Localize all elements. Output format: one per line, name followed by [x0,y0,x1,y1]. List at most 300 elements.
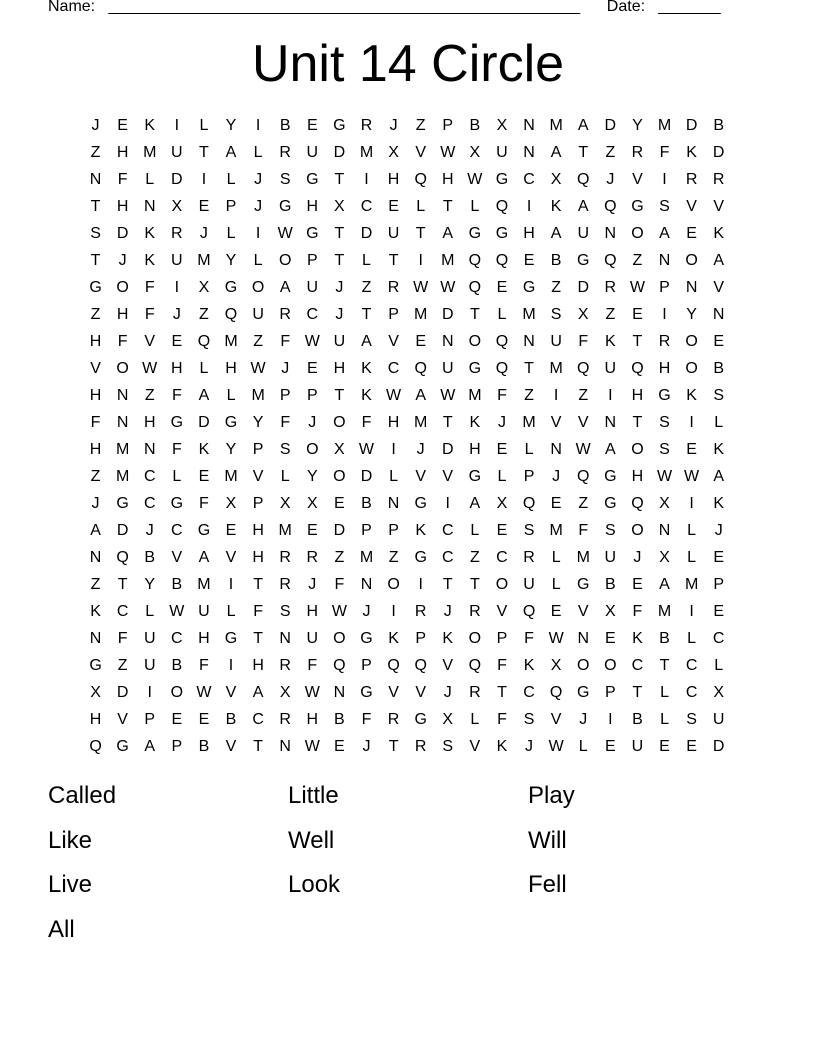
grid-letter[interactable]: V [388,333,399,350]
grid-letter[interactable]: T [253,738,263,755]
grid-letter[interactable]: M [414,306,428,323]
grid-letter[interactable]: B [171,576,183,593]
grid-letter[interactable]: G [197,522,211,539]
grid-letter[interactable]: F [280,333,291,350]
grid-letter[interactable]: Z [90,306,101,323]
grid-letter[interactable]: K [144,117,156,134]
grid-letter[interactable]: O [468,333,482,350]
grid-letter[interactable]: V [686,198,697,215]
grid-letter[interactable]: A [713,468,725,485]
grid-letter[interactable]: Q [495,360,509,377]
grid-letter[interactable]: G [360,630,373,647]
grid-letter[interactable]: F [90,414,101,431]
grid-letter[interactable]: U [387,225,400,242]
grid-letter[interactable]: X [306,495,318,512]
grid-letter[interactable]: I [174,117,180,134]
grid-letter[interactable]: S [523,522,535,539]
grid-letter[interactable]: Y [632,117,643,134]
grid-letter[interactable]: K [713,225,725,242]
grid-letter[interactable]: N [89,171,102,188]
grid-letter[interactable]: F [199,495,209,512]
grid-letter[interactable]: F [497,387,507,404]
grid-letter[interactable]: N [523,117,535,134]
grid-letter[interactable]: M [468,387,482,404]
grid-letter[interactable]: I [553,387,559,404]
grid-letter[interactable]: P [388,522,399,539]
grid-letter[interactable]: J [308,576,317,593]
grid-letter[interactable]: Q [414,171,427,188]
grid-letter[interactable]: B [604,576,616,593]
grid-letter[interactable]: K [361,387,372,404]
grid-letter[interactable]: I [147,684,152,701]
grid-letter[interactable]: H [631,387,644,404]
grid-letter[interactable]: L [226,387,236,404]
grid-letter[interactable]: R [279,144,291,161]
grid-letter[interactable]: V [713,198,725,215]
grid-letter[interactable]: T [442,198,453,215]
grid-letter[interactable]: A [713,252,725,269]
grid-letter[interactable]: G [278,198,292,215]
grid-letter[interactable]: V [171,549,183,566]
grid-letter[interactable]: G [170,495,184,512]
grid-letter[interactable]: L [470,711,480,728]
grid-letter[interactable]: E [713,333,725,350]
grid-letter[interactable]: F [334,576,345,593]
grid-letter[interactable]: Q [522,495,536,512]
grid-letter[interactable]: O [468,630,482,647]
date-blank[interactable]: _______ [658,0,721,15]
grid-letter[interactable]: W [196,684,212,701]
grid-letter[interactable]: I [689,603,694,620]
grid-letter[interactable]: N [333,684,346,701]
grid-letter[interactable]: J [497,414,506,431]
grid-letter[interactable]: T [524,360,534,377]
grid-letter[interactable]: H [306,711,319,728]
grid-letter[interactable]: V [713,279,725,296]
grid-letter[interactable]: O [495,576,509,593]
grid-letter[interactable]: H [143,414,156,431]
grid-letter[interactable]: G [116,738,129,755]
grid-letter[interactable]: A [659,225,670,242]
grid-letter[interactable]: D [577,279,590,296]
grid-letter[interactable]: N [279,738,291,755]
grid-letter[interactable]: F [117,630,128,647]
grid-letter[interactable]: D [604,117,617,134]
grid-letter[interactable]: C [143,468,156,485]
grid-letter[interactable]: V [577,603,589,620]
grid-letter[interactable]: D [333,144,346,161]
grid-letter[interactable]: E [686,738,697,755]
grid-letter[interactable]: I [662,171,667,188]
grid-letter[interactable]: T [253,576,263,593]
grid-letter[interactable]: E [198,198,210,215]
grid-letter[interactable]: U [604,549,617,566]
grid-letter[interactable]: S [550,306,562,323]
grid-letter[interactable]: R [360,117,373,134]
grid-letter[interactable]: N [116,414,129,431]
grid-letter[interactable]: Z [415,117,426,134]
grid-letter[interactable]: E [550,603,562,620]
grid-letter[interactable]: T [334,171,345,188]
grid-letter[interactable]: S [279,603,291,620]
grid-letter[interactable]: X [659,495,670,512]
grid-letter[interactable]: K [713,441,725,458]
grid-letter[interactable]: C [685,657,698,674]
grid-letter[interactable]: D [360,468,373,485]
grid-letter[interactable]: S [659,414,670,431]
grid-letter[interactable]: O [333,414,346,431]
grid-letter[interactable]: H [333,360,346,377]
grid-letter[interactable]: O [631,522,644,539]
grid-letter[interactable]: W [684,468,700,485]
grid-letter[interactable]: T [632,333,643,350]
grid-letter[interactable]: J [606,171,615,188]
grid-letter[interactable]: W [440,279,456,296]
grid-letter[interactable]: G [577,252,590,269]
grid-letter[interactable]: W [548,630,564,647]
grid-letter[interactable]: S [90,225,101,242]
grid-letter[interactable]: M [251,387,265,404]
grid-letter[interactable]: K [550,198,562,215]
grid-letter[interactable]: F [117,333,128,350]
grid-letter[interactable]: N [550,441,562,458]
grid-letter[interactable]: L [714,657,724,674]
grid-letter[interactable]: J [172,306,181,323]
grid-letter[interactable]: B [144,549,156,566]
grid-letter[interactable]: H [171,360,183,377]
grid-letter[interactable]: F [632,603,643,620]
grid-letter[interactable]: M [522,414,536,431]
grid-letter[interactable]: G [414,711,427,728]
grid-letter[interactable]: B [171,657,183,674]
grid-letter[interactable]: X [577,306,589,323]
grid-letter[interactable]: L [226,225,236,242]
grid-letter[interactable]: S [713,387,725,404]
grid-letter[interactable]: L [226,171,236,188]
grid-letter[interactable]: G [495,225,509,242]
grid-letter[interactable]: G [468,360,482,377]
grid-letter[interactable]: H [252,522,264,539]
grid-letter[interactable]: E [198,711,210,728]
grid-letter[interactable]: T [199,144,209,161]
grid-letter[interactable]: W [304,684,320,701]
grid-letter[interactable]: F [144,306,155,323]
grid-letter[interactable]: G [577,576,590,593]
grid-letter[interactable]: W [358,441,375,458]
grid-letter[interactable]: W [169,603,185,620]
grid-letter[interactable]: Z [90,468,101,485]
grid-letter[interactable]: A [577,117,589,134]
grid-letter[interactable]: M [657,117,672,134]
grid-letter[interactable]: I [526,198,532,215]
grid-letter[interactable]: B [334,711,345,728]
grid-letter[interactable]: W [656,468,673,485]
grid-letter[interactable]: O [631,441,644,458]
grid-letter[interactable]: O [278,252,292,269]
grid-letter[interactable]: G [577,684,590,701]
grid-letter[interactable]: I [689,414,694,431]
grid-letter[interactable]: P [361,657,372,674]
grid-letter[interactable]: M [522,306,536,323]
grid-letter[interactable]: P [361,522,372,539]
grid-letter[interactable]: G [224,279,238,296]
grid-letter[interactable]: F [497,657,507,674]
grid-letter[interactable]: D [712,738,725,755]
grid-letter[interactable]: Z [605,144,616,161]
grid-letter[interactable]: J [389,117,398,134]
grid-letter[interactable]: Q [468,252,482,269]
grid-letter[interactable]: R [279,657,291,674]
grid-letter[interactable]: K [496,738,508,755]
grid-letter[interactable]: W [304,738,320,755]
grid-letter[interactable]: E [686,225,697,242]
grid-letter[interactable]: E [334,738,345,755]
grid-letter[interactable]: V [550,711,562,728]
grid-letter[interactable]: R [469,684,481,701]
grid-letter[interactable]: R [387,711,400,728]
grid-letter[interactable]: Q [495,333,509,350]
grid-letter[interactable]: K [144,252,156,269]
grid-letter[interactable]: E [523,252,535,269]
grid-letter[interactable]: I [391,603,396,620]
grid-letter[interactable]: Y [252,414,264,431]
grid-letter[interactable]: A [279,279,291,296]
grid-letter[interactable]: I [662,306,667,323]
grid-letter[interactable]: B [550,252,562,269]
grid-letter[interactable]: K [415,522,426,539]
grid-letter[interactable]: T [388,738,399,755]
grid-letter[interactable]: H [252,657,264,674]
grid-letter[interactable]: E [550,495,562,512]
grid-letter[interactable]: O [251,279,265,296]
grid-letter[interactable]: T [415,225,426,242]
grid-letter[interactable]: V [442,657,454,674]
grid-letter[interactable]: K [604,333,616,350]
grid-letter[interactable]: U [306,630,319,647]
grid-letter[interactable]: J [145,522,154,539]
grid-letter[interactable]: X [659,549,670,566]
grid-letter[interactable]: P [713,576,725,593]
grid-letter[interactable]: B [713,360,725,377]
grid-letter[interactable]: Q [414,360,427,377]
grid-letter[interactable]: Q [197,333,211,350]
grid-letter[interactable]: J [254,198,263,215]
grid-letter[interactable]: Q [89,738,102,755]
grid-letter[interactable]: Z [469,549,480,566]
grid-letter[interactable]: O [333,468,346,485]
grid-letter[interactable]: F [199,657,209,674]
grid-letter[interactable]: W [250,360,266,377]
grid-letter[interactable]: O [333,630,346,647]
grid-letter[interactable]: O [685,333,698,350]
grid-letter[interactable]: L [362,252,371,269]
grid-letter[interactable]: U [143,657,156,674]
grid-letter[interactable]: I [255,225,261,242]
grid-letter[interactable]: W [331,603,347,620]
grid-letter[interactable]: U [333,333,346,350]
grid-letter[interactable]: H [198,630,210,647]
grid-letter[interactable]: J [362,603,371,620]
grid-letter[interactable]: Z [90,576,101,593]
grid-letter[interactable]: S [442,738,454,755]
grid-letter[interactable]: T [442,414,453,431]
grid-letter[interactable]: C [306,306,319,323]
grid-letter[interactable]: Z [578,387,589,404]
grid-letter[interactable]: Q [468,657,482,674]
grid-letter[interactable]: E [306,522,318,539]
grid-letter[interactable]: U [631,738,644,755]
grid-letter[interactable]: R [414,603,427,620]
grid-letter[interactable]: V [442,468,454,485]
grid-letter[interactable]: J [443,603,452,620]
grid-letter[interactable]: R [523,549,535,566]
grid-letter[interactable]: A [442,225,454,242]
grid-letter[interactable]: K [713,495,725,512]
grid-letter[interactable]: C [496,549,508,566]
grid-letter[interactable]: N [279,630,291,647]
grid-letter[interactable]: E [306,117,318,134]
grid-letter[interactable]: X [279,495,291,512]
grid-letter[interactable]: A [577,198,589,215]
grid-letter[interactable]: G [224,414,238,431]
grid-letter[interactable]: E [713,603,725,620]
grid-letter[interactable]: F [144,279,155,296]
grid-letter[interactable]: I [201,171,207,188]
grid-letter[interactable]: P [252,495,264,512]
grid-letter[interactable]: A [225,144,237,161]
grid-letter[interactable]: E [225,522,237,539]
grid-letter[interactable]: Q [631,495,644,512]
grid-letter[interactable]: D [198,414,210,431]
grid-letter[interactable]: O [577,657,590,674]
grid-letter[interactable]: V [225,738,237,755]
grid-letter[interactable]: L [145,171,155,188]
grid-letter[interactable]: C [252,711,264,728]
grid-letter[interactable]: L [145,603,155,620]
grid-letter[interactable]: E [171,711,183,728]
grid-letter[interactable]: H [387,171,400,188]
grid-letter[interactable]: R [685,171,698,188]
name-blank[interactable]: _____________________________________________________ [108,0,581,15]
grid-letter[interactable]: B [632,711,643,728]
grid-letter[interactable]: N [658,522,671,539]
grid-letter[interactable]: K [523,657,535,674]
grid-letter[interactable]: K [144,225,156,242]
grid-letter[interactable]: Z [144,387,155,404]
grid-letter[interactable]: E [117,117,128,134]
grid-letter[interactable]: V [469,738,481,755]
grid-letter[interactable]: W [440,387,456,404]
grid-letter[interactable]: E [686,441,697,458]
grid-letter[interactable]: I [255,117,261,134]
grid-letter[interactable]: J [335,279,344,296]
grid-letter[interactable]: R [279,576,291,593]
grid-letter[interactable]: F [578,522,589,539]
grid-letter[interactable]: U [171,252,183,269]
grid-letter[interactable]: H [89,711,102,728]
grid-letter[interactable]: H [116,306,129,323]
grid-letter[interactable]: V [225,549,237,566]
grid-letter[interactable]: E [198,468,210,485]
grid-letter[interactable]: N [360,576,373,593]
grid-letter[interactable]: A [361,333,372,350]
grid-letter[interactable]: N [143,198,156,215]
grid-letter[interactable]: I [364,171,369,188]
grid-letter[interactable]: V [415,684,426,701]
grid-letter[interactable]: Q [577,468,590,485]
grid-letter[interactable]: E [171,333,183,350]
grid-letter[interactable]: J [118,252,127,269]
grid-letter[interactable]: U [306,144,319,161]
grid-letter[interactable]: J [552,468,561,485]
grid-letter[interactable]: N [441,333,454,350]
grid-letter[interactable]: F [659,144,670,161]
grid-letter[interactable]: M [359,549,374,566]
grid-letter[interactable]: Z [524,387,534,404]
grid-letter[interactable]: V [90,360,101,377]
grid-letter[interactable]: P [171,738,183,755]
grid-letter[interactable]: P [659,279,670,296]
grid-letter[interactable]: L [687,630,697,647]
grid-letter[interactable]: Z [117,657,128,674]
grid-letter[interactable]: B [713,117,725,134]
grid-letter[interactable]: V [388,684,399,701]
grid-letter[interactable]: H [306,198,319,215]
grid-letter[interactable]: V [550,414,562,431]
grid-letter[interactable]: Z [605,306,616,323]
grid-letter[interactable]: H [252,549,264,566]
grid-letter[interactable]: G [360,684,373,701]
grid-letter[interactable]: B [279,117,291,134]
grid-letter[interactable]: E [496,441,508,458]
grid-letter[interactable]: W [575,441,591,458]
grid-letter[interactable]: N [685,279,698,296]
grid-letter[interactable]: P [144,711,156,728]
grid-letter[interactable]: G [170,414,184,431]
grid-letter[interactable]: O [387,576,400,593]
grid-letter[interactable]: G [658,387,671,404]
grid-letter[interactable]: V [252,468,264,485]
grid-letter[interactable]: T [388,252,399,269]
grid-letter[interactable]: V [496,603,508,620]
grid-letter[interactable]: Z [253,333,263,350]
grid-letter[interactable]: X [550,171,562,188]
grid-letter[interactable]: Q [577,171,590,188]
grid-letter[interactable]: P [496,630,508,647]
grid-letter[interactable]: L [660,711,669,728]
grid-letter[interactable]: O [685,252,698,269]
grid-letter[interactable]: V [117,711,128,728]
grid-letter[interactable]: H [116,144,129,161]
grid-letter[interactable]: L [416,198,426,215]
grid-letter[interactable]: J [579,711,588,728]
grid-letter[interactable]: I [418,252,423,269]
grid-letter[interactable]: Y [306,468,318,485]
grid-letter[interactable]: L [253,252,263,269]
grid-letter[interactable]: E [713,549,725,566]
grid-letter[interactable]: G [414,549,427,566]
grid-letter[interactable]: A [198,387,210,404]
grid-letter[interactable]: C [523,171,535,188]
grid-letter[interactable]: I [445,495,450,512]
grid-letter[interactable]: U [604,360,617,377]
grid-letter[interactable]: T [334,252,345,269]
grid-letter[interactable]: M [197,252,211,269]
grid-letter[interactable]: A [198,549,210,566]
grid-letter[interactable]: I [689,495,694,512]
grid-letter[interactable]: M [441,252,455,269]
grid-letter[interactable]: M [549,522,563,539]
